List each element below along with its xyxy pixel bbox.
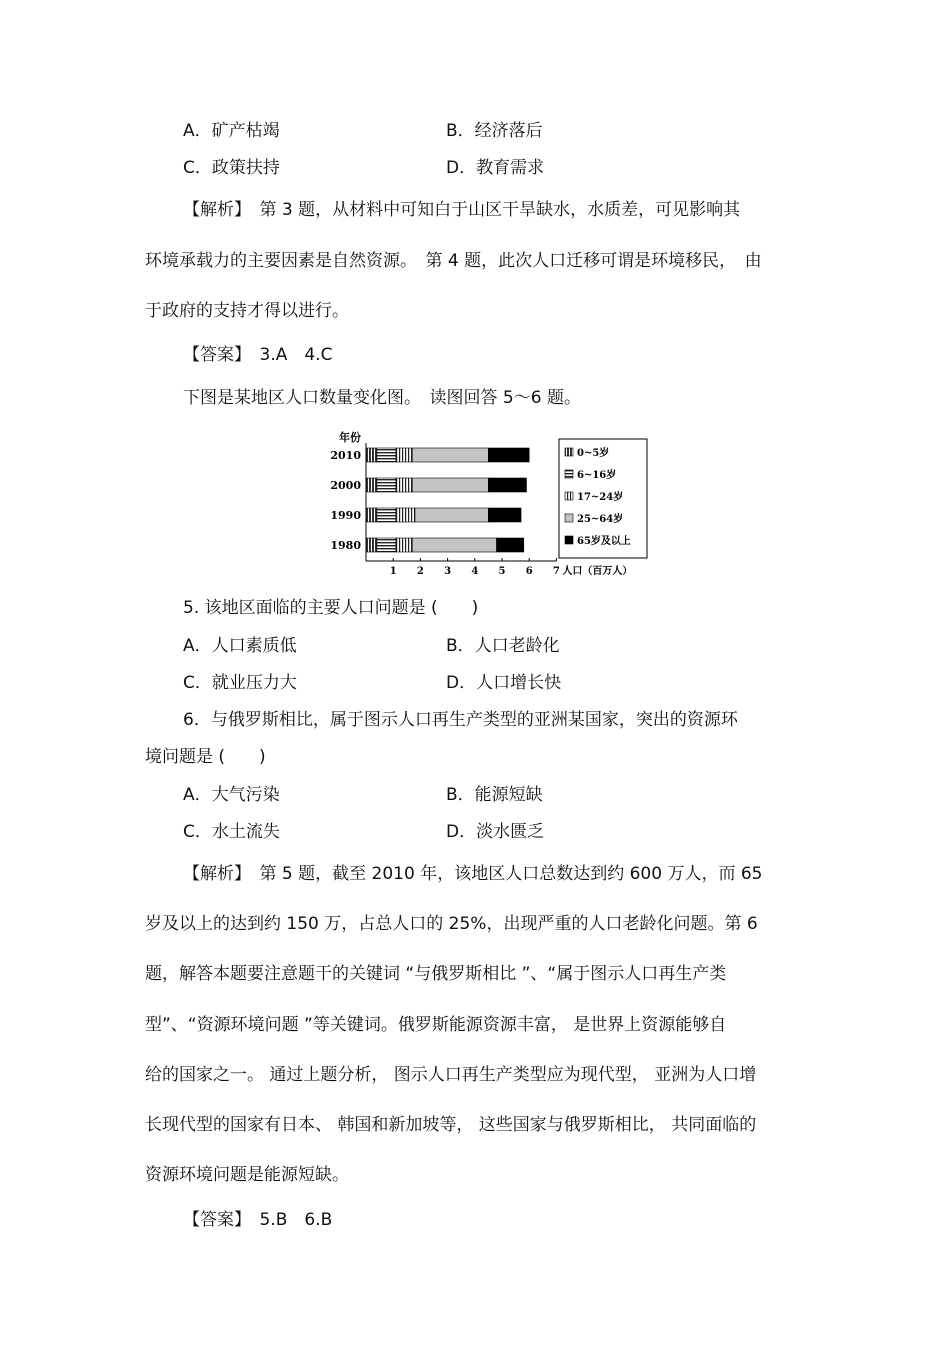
bar-segment <box>412 478 488 492</box>
x-tick-label: 7 <box>552 566 560 577</box>
option-d: D．教育需求 <box>446 158 545 178</box>
legend-swatch <box>565 492 573 500</box>
bar-segment <box>488 508 521 522</box>
option-d: D．淡水匮乏 <box>446 822 545 842</box>
bar-segment <box>377 538 396 552</box>
q6-stem: 6．与俄罗斯相比，属于图示人口再生产类型的亚洲某国家，突出的资源环 <box>183 710 738 730</box>
bar-segment <box>497 538 524 552</box>
analysis-line: 资源环境问题是能源短缺。 <box>145 1165 349 1185</box>
legend-swatch <box>565 536 573 544</box>
bar-segment <box>377 508 396 522</box>
legend-swatch <box>565 470 573 478</box>
option-c: C．就业压力大 <box>183 673 297 693</box>
bar-segment <box>412 448 488 462</box>
analysis-line: 给的国家之一。 通过上题分析， 图示人口再生产类型应为现代型， 亚洲为人口增 <box>145 1065 757 1085</box>
bar-segment <box>415 508 488 522</box>
bar-segment <box>396 508 415 522</box>
x-tick-label: 4 <box>471 566 479 577</box>
answer-line: 【答案】 3.A 4.C <box>183 345 333 365</box>
answer-line: 【答案】 5.B 6.B <box>183 1210 333 1230</box>
bar-segment <box>377 478 396 492</box>
category-label: 2000 <box>330 479 361 492</box>
legend-label: 0~5岁 <box>577 448 610 459</box>
bar-segment <box>488 478 526 492</box>
analysis-line: 环境承载力的主要因素是自然资源。 第 4 题，此次人口迁移可谓是环境移民， 由 <box>145 251 762 271</box>
legend-label: 25~64岁 <box>577 514 624 525</box>
legend-label: 6~16岁 <box>577 470 617 481</box>
x-tick-label: 3 <box>444 566 452 577</box>
option-a: A．大气污染 <box>183 785 280 805</box>
bar-segment <box>488 448 529 462</box>
option-c: C．水土流失 <box>183 822 280 842</box>
option-a: A．矿产枯竭 <box>183 121 280 141</box>
option-b: B．经济落后 <box>446 121 543 141</box>
bar-segment <box>366 508 377 522</box>
analysis-line: 于政府的支持才得以进行。 <box>145 301 349 321</box>
q5-stem: 5. 该地区面临的主要人口问题是 ( ) <box>183 598 479 618</box>
category-label: 2010 <box>330 449 361 462</box>
analysis-line: 型”、“资源环境问题 ”等关键词。俄罗斯能源资源丰富， 是世界上资源能够自 <box>145 1015 727 1035</box>
population-chart <box>330 425 660 585</box>
category-label: 1980 <box>330 539 361 552</box>
option-d: D．人口增长快 <box>446 673 562 693</box>
category-label: 1990 <box>330 509 361 522</box>
x-tick-label: 5 <box>498 566 506 577</box>
analysis-line: 题，解答本题要注意题干的关键词 “与俄罗斯相比 ”、“属于图示人口再生产类 <box>145 964 727 984</box>
x-tick-label: 6 <box>525 566 533 577</box>
legend-label: 17~24岁 <box>577 492 624 503</box>
option-b: B．能源短缺 <box>446 785 543 805</box>
bar-segment <box>396 448 412 462</box>
analysis-line: 岁及以上的达到约 150 万，占总人口的 25%，出现严重的人口老龄化问题。第 6 <box>145 914 758 934</box>
x-axis-label: 人口（百万人） <box>562 566 633 577</box>
y-axis-label: 年份 <box>339 431 361 444</box>
q6-stem: 境问题是 ( ) <box>145 747 266 767</box>
bar-segment <box>396 538 412 552</box>
legend-label: 65岁及以上 <box>577 536 631 547</box>
option-c: C．政策扶持 <box>183 158 280 178</box>
analysis-line: 【解析】 第 3 题，从材料中可知白于山区干旱缺水，水质差，可见影响其 <box>183 200 741 220</box>
legend-swatch <box>565 514 573 522</box>
legend-swatch <box>565 448 573 456</box>
bar-segment <box>377 448 396 462</box>
bar-segment <box>396 478 412 492</box>
x-tick-label: 2 <box>416 566 424 577</box>
chart-intro: 下图是某地区人口数量变化图。 读图回答 5～6 题。 <box>183 388 581 408</box>
bar-segment <box>366 478 377 492</box>
analysis-line: 【解析】 第 5 题，截至 2010 年，该地区人口总数达到约 600 万人，而 65 <box>183 864 763 884</box>
option-a: A．人口素质低 <box>183 636 297 656</box>
x-tick-label: 1 <box>389 566 397 577</box>
bar-segment <box>366 448 377 462</box>
analysis-line: 长现代型的国家有日本、 韩国和新加坡等， 这些国家与俄罗斯相比， 共同面临的 <box>145 1115 757 1135</box>
option-b: B．人口老龄化 <box>446 636 560 656</box>
bar-segment <box>366 538 377 552</box>
bar-segment <box>412 538 496 552</box>
